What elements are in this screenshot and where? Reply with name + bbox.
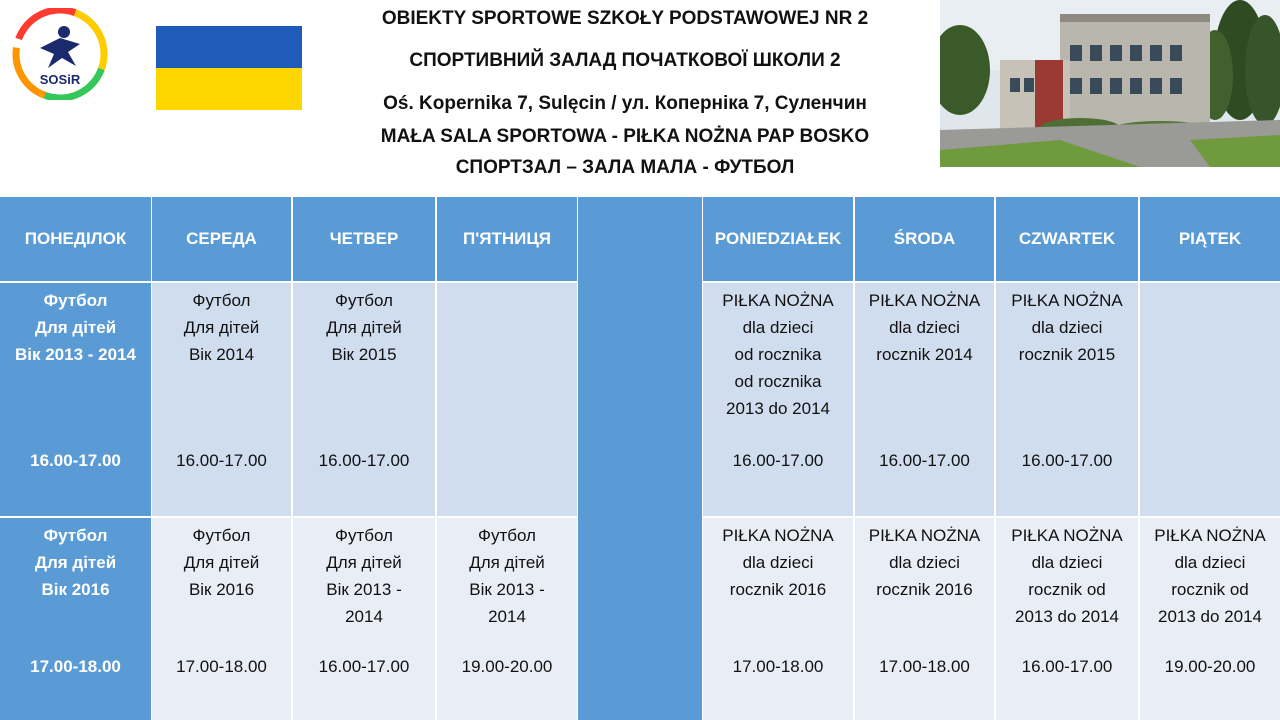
ukraine-flag [156,26,302,110]
day-header-ua-0: ПОНЕДІЛОК [0,197,151,281]
time-slot: 16.00-17.00 [732,451,824,470]
activity-description: Футбол Для дітей Вік 2013 - 2014 [326,526,402,626]
day-header-ua-2: ЧЕТВЕР [293,197,435,281]
day-header-pl-3: PIĄTEK [1140,197,1280,281]
schedule-cell-ua-1-3 [437,518,577,720]
time-slot: 19.00-20.00 [1164,657,1256,676]
title-ua: СПОРТИВНИЙ ЗАЛАД ПОЧАТКОВОЇ ШКОЛИ 2 [409,50,841,71]
schedule-cell-pl-1-3 [1140,518,1280,720]
schedule-cell-ua-0-2 [293,283,435,516]
day-header-ua-1: СЕРЕДА [152,197,291,281]
divider-column [578,197,702,720]
schedule-cell-pl-0-0 [703,283,853,516]
logo-text: SOSiR [39,72,81,87]
day-header-pl-0: PONIEDZIAŁEK [703,197,853,281]
activity-description: PIŁKA NOŻNA dla dzieci od rocznika od rocznika 2013 do 2014 [722,291,834,418]
activity-description: Футбол Для дітей Вік 2013 - 2014 [15,291,136,364]
time-slot: 16.00-17.00 [1021,451,1113,470]
schedule-cell-ua-1-2 [293,518,435,720]
activity-description: PIŁKA NOŻNA dla dzieci rocznik 2014 [868,291,981,364]
time-slot: 17.00-18.00 [176,657,267,676]
schedule-cell-ua-0-1 [152,283,291,516]
hall-pl: MAŁA SALA SPORTOWA - PIŁKA NOŻNA PAP BOSKO [380,126,870,147]
time-slot: 16.00-17.00 [318,657,410,676]
schedule-cell-ua-1-0 [0,518,151,720]
activity-description: Футбол Для дітей Вік 2014 [183,291,260,364]
activity-description: Футбол Для дітей Вік 2015 [326,291,402,364]
schedule-cell-ua-1-1 [152,518,291,720]
time-slot: 16.00-17.00 [176,451,267,470]
day-header-ua-3: П'ЯТНИЦЯ [437,197,577,281]
time-slot: 16.00-17.00 [879,451,970,470]
activity-description: Футбол Для дітей Вік 2016 [183,526,260,599]
activity-description: PIŁKA NOŻNA dla dzieci rocznik od 2013 do 2014 [1154,526,1266,626]
time-slot: 17.00-18.00 [30,657,121,676]
time-slot: 16.00-17.00 [318,451,410,470]
address: Oś. Kopernika 7, Sulęcin / ул. Коперніка 7, Суленчин [383,93,867,114]
schedule-cell-ua-0-3 [437,283,577,516]
title-pl: OBIEKTY SPORTOWE SZKOŁY PODSTAWOWEJ NR 2 [381,8,869,29]
schedule-cell-pl-0-3 [1140,283,1280,516]
schedule-cell-pl-1-0 [703,518,853,720]
school-building-photo [940,0,1280,167]
day-header-pl-1: ŚRODA [855,197,994,281]
activity-description: PIŁKA NOŻNA dla dzieci rocznik od 2013 do 2014 [1011,526,1123,626]
hall-ua: СПОРТЗАЛ – ЗАЛА МАЛА - ФУТБОЛ [455,157,795,178]
schedule-cell-pl-1-2 [996,518,1138,720]
activity-description: Футбол Для дітей Вік 2013 - 2014 [469,526,545,626]
schedule-cell-pl-0-2 [996,283,1138,516]
schedule-cell-pl-1-1 [855,518,994,720]
time-slot: 17.00-18.00 [879,657,970,676]
activity-description: PIŁKA NOŻNA dla dzieci rocznik 2016 [868,526,981,599]
schedule-cell-ua-0-0 [0,283,151,516]
time-slot: 17.00-18.00 [732,657,824,676]
time-slot: 16.00-17.00 [30,451,121,470]
day-header-pl-2: CZWARTEK [996,197,1138,281]
activity-description: PIŁKA NOŻNA dla dzieci rocznik 2015 [1011,291,1123,364]
time-slot: 19.00-20.00 [461,657,553,676]
sosir-logo [10,8,110,100]
schedule-cell-pl-0-1 [855,283,994,516]
activity-description: Футбол Для дітей Вік 2016 [34,526,117,599]
time-slot: 16.00-17.00 [1021,657,1113,676]
activity-description: PIŁKA NOŻNA dla dzieci rocznik 2016 [722,526,834,599]
